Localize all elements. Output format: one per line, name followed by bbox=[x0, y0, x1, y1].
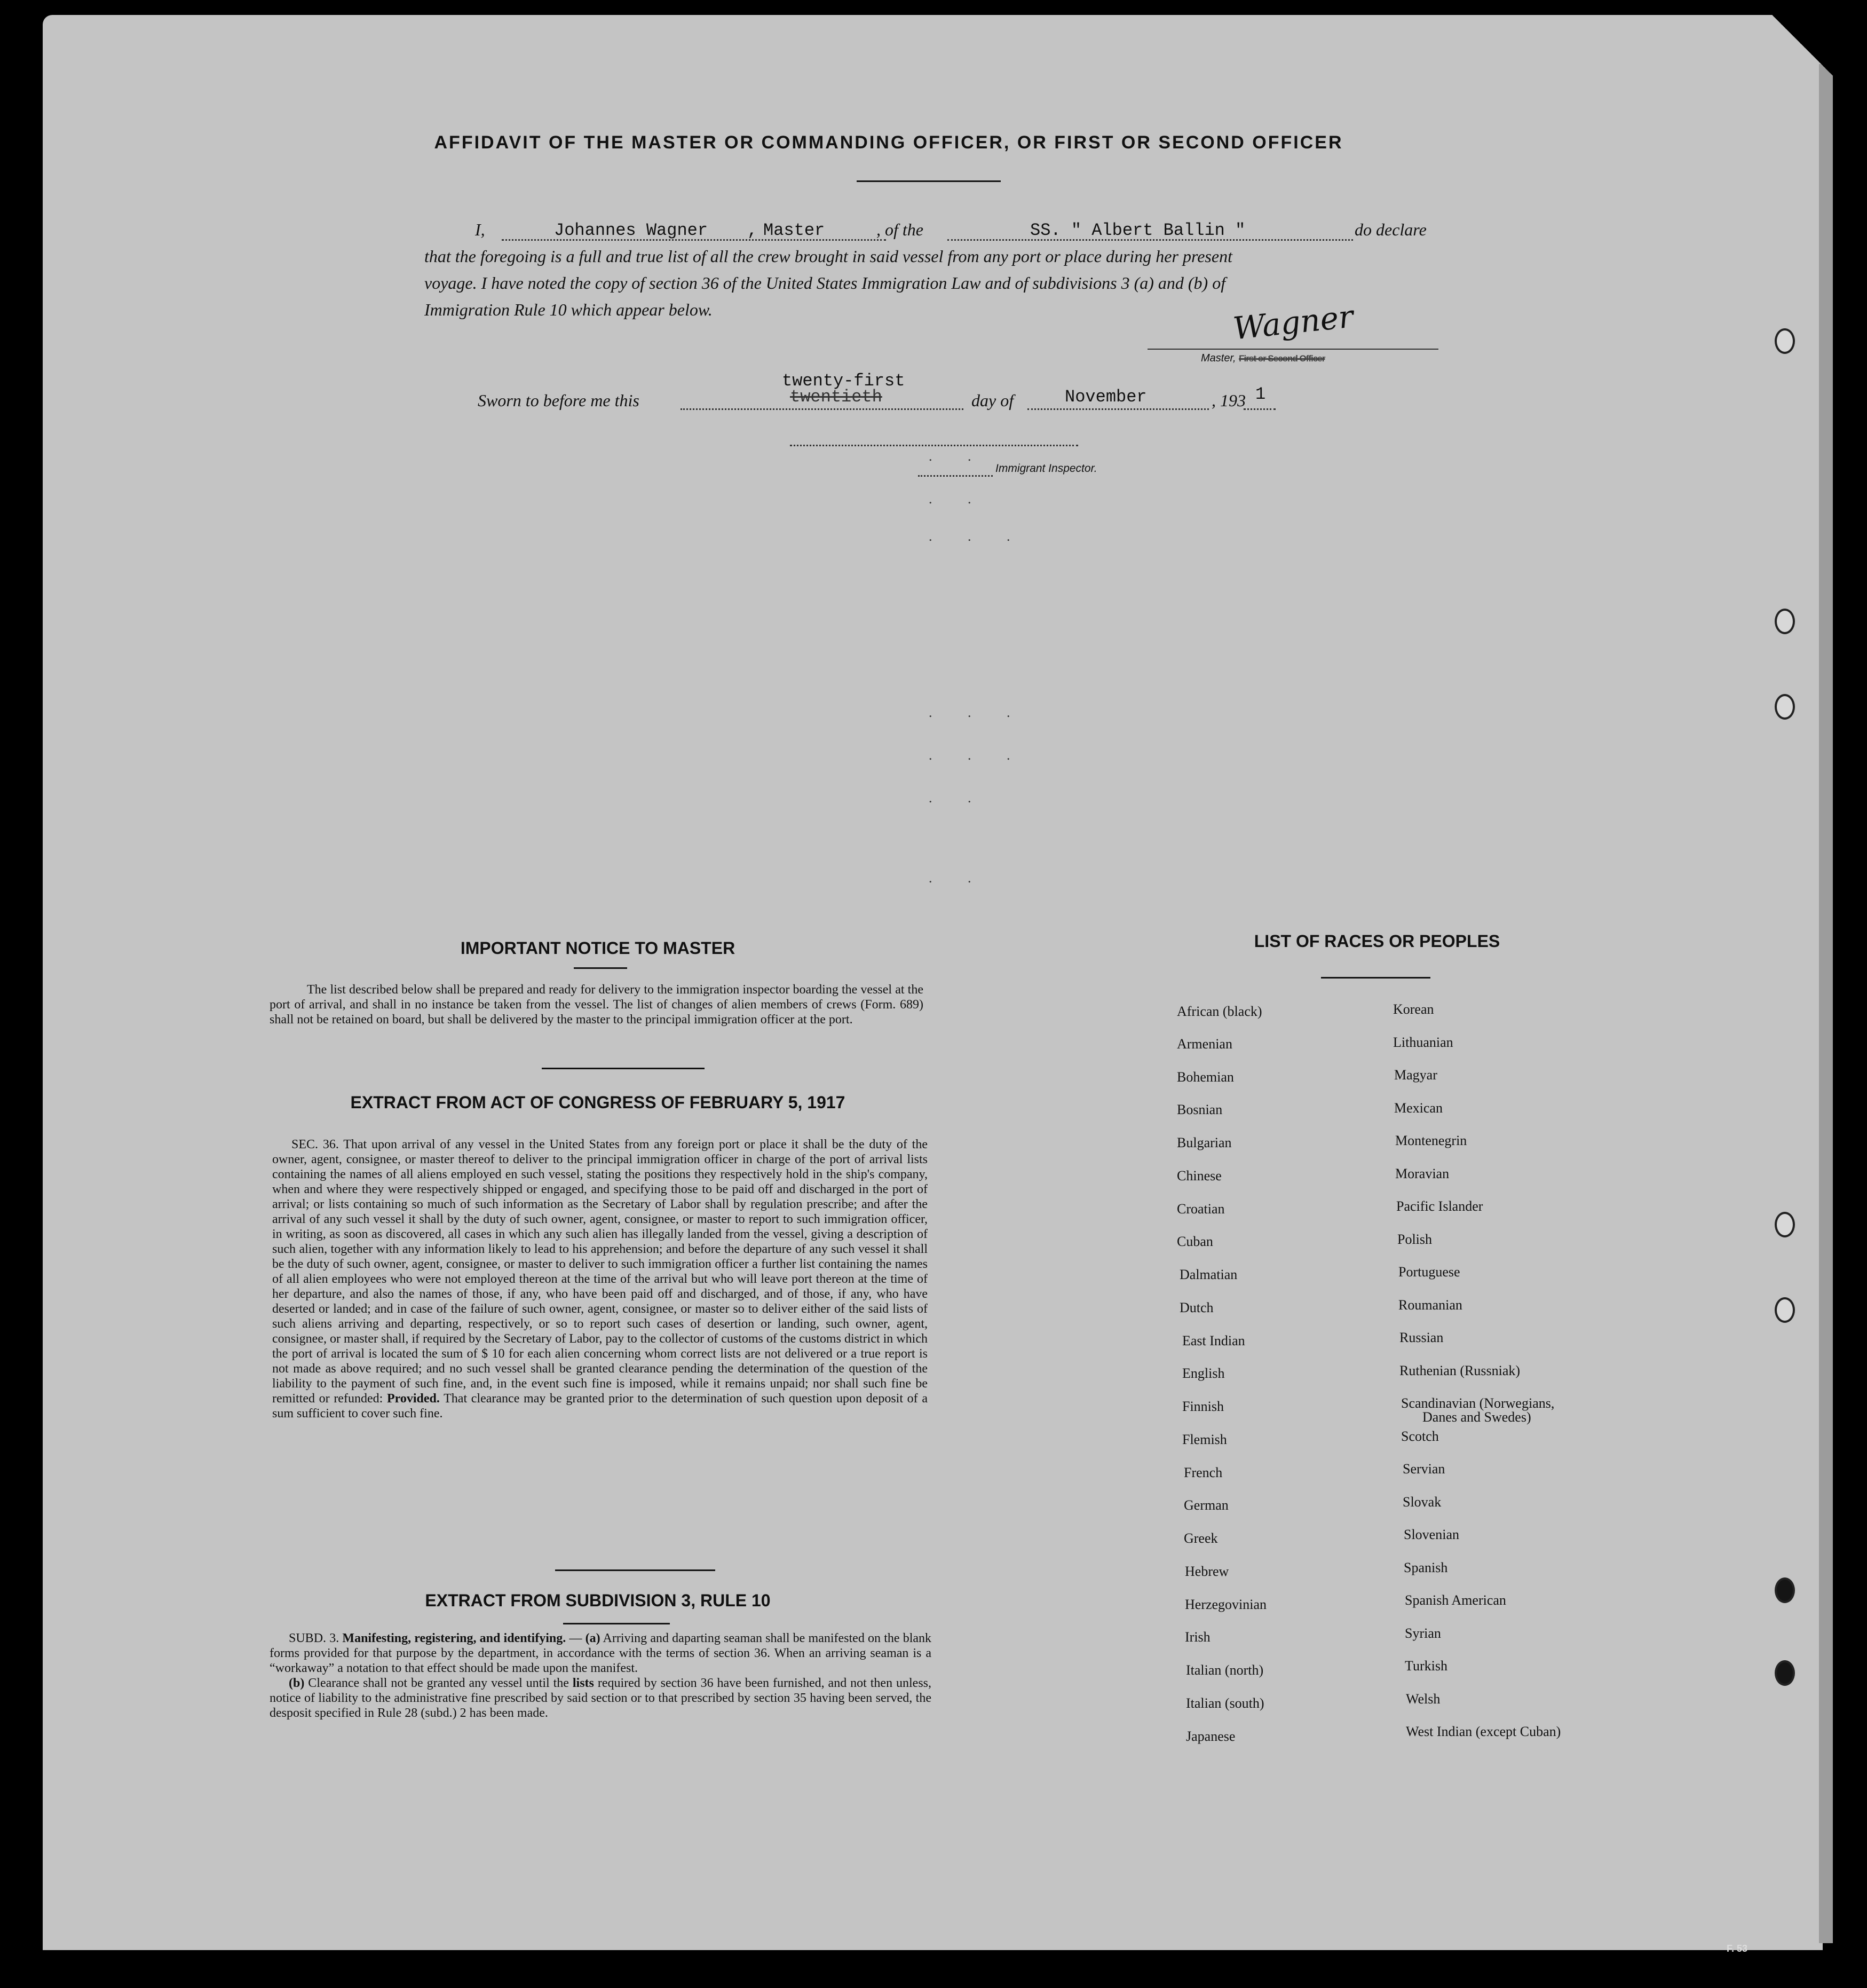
notice-rule bbox=[574, 967, 627, 969]
binder-hole-icon bbox=[1775, 328, 1795, 354]
race-item: Servian bbox=[1403, 1461, 1445, 1477]
race-item: Danes and Swedes) bbox=[1422, 1409, 1531, 1425]
race-item: Montenegrin bbox=[1395, 1133, 1467, 1148]
race-item: French bbox=[1184, 1465, 1223, 1480]
race-item: German bbox=[1184, 1497, 1229, 1513]
bleed-through-mark: . . . bbox=[929, 705, 1026, 720]
bleed-through-mark: . . bbox=[929, 491, 987, 507]
corner-fold bbox=[1772, 15, 1836, 79]
race-item: Chinese bbox=[1177, 1168, 1222, 1184]
notice-paragraph: The list described below shall be prepared and ready for delivery to the immigration inspector boarding the vessel at the port of arrival, and shall in no instance be taken from the vessel. The list of changes of alien members of crews (Form. 689) shall not be retained on board, but shall be delivered by the master to the principal immigration officer at the port. bbox=[270, 983, 923, 1027]
do-declare-label: do declare bbox=[1355, 220, 1427, 239]
race-item: Scandinavian (Norwegians, bbox=[1401, 1395, 1555, 1411]
notice-title: IMPORTANT NOTICE TO MASTER bbox=[460, 938, 735, 958]
day-of-label: day of bbox=[971, 391, 1014, 410]
i-label: I, bbox=[475, 220, 485, 239]
race-item: Italian (south) bbox=[1186, 1695, 1264, 1711]
bleed-through-mark: . . . bbox=[929, 528, 1026, 544]
race-item: Italian (north) bbox=[1186, 1662, 1264, 1678]
races-title: LIST OF RACES OR PEOPLES bbox=[1254, 932, 1500, 951]
race-item: Cuban bbox=[1177, 1234, 1213, 1249]
race-item: Lithuanian bbox=[1393, 1035, 1453, 1050]
race-item: Flemish bbox=[1182, 1432, 1227, 1447]
race-item: Mexican bbox=[1394, 1100, 1443, 1116]
name-comma: , bbox=[747, 220, 758, 240]
binder-hole-icon bbox=[1775, 609, 1795, 634]
race-item: Ruthenian (Russniak) bbox=[1399, 1363, 1521, 1378]
vessel-dotline bbox=[947, 239, 1353, 241]
bleed-through-mark: . . bbox=[929, 870, 987, 886]
race-item: Japanese bbox=[1186, 1729, 1236, 1744]
race-item: Korean bbox=[1393, 1001, 1434, 1017]
race-item: Bosnian bbox=[1177, 1102, 1223, 1117]
signature-caption bbox=[1201, 352, 1325, 365]
act-paragraph bbox=[272, 1137, 928, 1421]
rule-text bbox=[270, 1631, 931, 1721]
binder-hole-icon bbox=[1775, 694, 1795, 720]
year-suffix: 1 bbox=[1255, 384, 1266, 404]
rule-p2-b: (b) bbox=[289, 1676, 305, 1690]
rule-p1-text: Arriving and daparting seaman shall be manifested on the blank forms provided for that purpose by the department, in accordance with the terms of section 36. When an arriving seaman is a “workaway” a notation to that effect should be made upon the manifest. bbox=[270, 1631, 932, 1675]
race-item: Greek bbox=[1184, 1531, 1218, 1546]
race-item: Portuguese bbox=[1398, 1264, 1460, 1280]
rule-paragraph-a bbox=[270, 1631, 931, 1676]
declaration-line-3: voyage. I have noted the copy of section 36 of the United States Immigration Law and of subdivisions 3 (a) and (b) of bbox=[424, 273, 1226, 293]
month-dotline bbox=[1027, 408, 1209, 410]
race-item: Slovak bbox=[1403, 1494, 1442, 1510]
race-item: Spanish bbox=[1404, 1560, 1448, 1575]
race-item: Scotch bbox=[1401, 1429, 1439, 1444]
rule-title-underline bbox=[563, 1623, 670, 1624]
race-item: Moravian bbox=[1395, 1166, 1450, 1181]
race-item: Bohemian bbox=[1177, 1069, 1234, 1085]
act-text bbox=[272, 1137, 928, 1421]
inspector-signature-line bbox=[790, 445, 1078, 446]
day-dotline bbox=[681, 408, 963, 410]
race-item: Polish bbox=[1397, 1232, 1433, 1247]
rule-p2-text1: Clearance shall not be granted any vessel until the bbox=[308, 1676, 569, 1690]
race-item: Russian bbox=[1399, 1330, 1444, 1345]
race-item: Dutch bbox=[1180, 1300, 1214, 1315]
race-item: Roumanian bbox=[1398, 1297, 1462, 1313]
rule-paragraph-b bbox=[270, 1676, 931, 1721]
race-item: Magyar bbox=[1394, 1067, 1437, 1083]
year-prefix: , 193 bbox=[1212, 391, 1246, 410]
year-dotline bbox=[1244, 408, 1276, 410]
race-item: Turkish bbox=[1405, 1658, 1447, 1674]
notice-text bbox=[270, 982, 923, 1027]
act-text-b: That clearance may be granted prior to the determination of such question upon deposit of a sum sufficient to cover such fine. bbox=[272, 1392, 928, 1421]
binder-hole-icon bbox=[1775, 1212, 1795, 1237]
vessel-name: SS. " Albert Ballin " bbox=[1030, 220, 1246, 240]
master-name: Johannes Wagner bbox=[554, 220, 708, 240]
race-item: Croatian bbox=[1177, 1201, 1225, 1217]
notice-bottom-rule bbox=[542, 1068, 705, 1069]
act-text-a: SEC. 36. That upon arrival of any vessel in the United States from any foreign port or place it shall be the duty of the owner, agent, consignee, or master thereof to deliver to the principal immigration officer in charge of the port of arrival lists containing the names of all aliens employed en such vessel, stating the positions they respectively hold in the ship's company, when and where they were respectively shipped or engaged, and specifying those to be paid off and discharged in the port of arrival; or lists containing so much of such information as the Secretary of Labor shall by regulation prescribe; and after the arrival of any such vessel it shall by the duty of such owner, agent, consignee, or master to report to such immigration officer, in writing, as soon as discovered, all cases in which any such alien has illegally landed from the vessel, giving a description of such alien, together with any information likely to lead to his apprehension; and before the departure of any such vessel it shall be the duty of such owner, agent, consignee, or master to deliver to such immigration officer a further list containing the names of all alien employees who were not employed thereon at the time of the arrival but who will leave port thereon at the time of her departure, and also the names of those, if any, who have been paid off and discharged, and of those, if any, who have deserted or landed; and in case of the failure of such owner, agent, consignee, or master so to deliver either of the said lists of such aliens arriving and departing, respectively, or so to report such cases of desertion or landing, such owner, agent, consignee, or master shall, if required by the Secretary of Labor, pay to the collector of customs of the customs district in which the port of arrival is located the sum of $ 10 for each alien concerning whom correct lists are not delivered or a true report is not made as above required; and no such vessel shall be granted clearance pending the determination of the question of the liability to the payment of such fine, and, in the event such fine is imposed, while it remains unpaid; nor shall such fine be remitted or refunded: bbox=[272, 1138, 928, 1406]
bleed-through-mark: . . bbox=[929, 448, 987, 464]
declaration-line-4: Immigration Rule 10 which appear below. bbox=[424, 300, 713, 319]
race-item: East Indian bbox=[1182, 1333, 1245, 1348]
rule-p1-a: (a) bbox=[585, 1631, 600, 1645]
master-signature: Wagner bbox=[1231, 298, 1355, 347]
form-number: F. 53 bbox=[1727, 1943, 1748, 1954]
signature-caption-struck: First or Second Officer bbox=[1239, 353, 1325, 364]
race-item: Dalmatian bbox=[1180, 1267, 1238, 1282]
race-item: Slovenian bbox=[1404, 1527, 1459, 1542]
bleed-through-mark: . . bbox=[929, 790, 987, 806]
race-item: Bulgarian bbox=[1177, 1135, 1232, 1150]
act-text-provided: Provided. bbox=[386, 1392, 440, 1406]
sworn-day-struck: twentieth bbox=[790, 387, 882, 407]
race-item: English bbox=[1182, 1366, 1225, 1381]
race-item: Armenian bbox=[1177, 1036, 1232, 1052]
binder-hole-icon bbox=[1775, 1297, 1795, 1323]
race-item: Hebrew bbox=[1185, 1564, 1229, 1579]
name-dotline bbox=[502, 239, 886, 241]
rule-p2-text2: required by section 36 have been furnished, and not then unless, notice of liability to the administrative fine prescribed by said section or to that prescribed by section 35 having been served, the desposit specified in Rule 28 (subd.) 2 has been made. bbox=[270, 1676, 932, 1720]
rule-p1-bold: Manifesting, registering, and identifying. bbox=[342, 1631, 566, 1645]
binder-hole-icon bbox=[1775, 1577, 1795, 1603]
race-item: Syrian bbox=[1405, 1626, 1441, 1641]
affidavit-title: AFFIDAVIT OF THE MASTER OR COMMANDING OFFICER, OR FIRST OR SECOND OFFICER bbox=[434, 132, 1343, 153]
signature-caption-master: Master, bbox=[1201, 352, 1236, 364]
inspector-dotline bbox=[918, 475, 993, 477]
race-item: Herzegovinian bbox=[1185, 1597, 1267, 1612]
act-title: EXTRACT FROM ACT OF CONGRESS OF FEBRUARY 5, 1917 bbox=[350, 1093, 845, 1112]
sworn-month: November bbox=[1065, 387, 1147, 407]
rule-title: EXTRACT FROM SUBDIVISION 3, RULE 10 bbox=[425, 1591, 771, 1610]
master-rank: Master bbox=[763, 220, 825, 240]
rule-p1-dash: — bbox=[569, 1631, 582, 1645]
binder-hole-icon bbox=[1775, 1660, 1795, 1686]
race-item: Welsh bbox=[1406, 1691, 1441, 1707]
of-the-label: , of the bbox=[876, 220, 923, 239]
act-bottom-rule bbox=[555, 1569, 715, 1571]
rule-p2-bold: lists bbox=[572, 1676, 594, 1690]
declaration-line-2: that the foregoing is a full and true list of all the crew brought in said vessel from any port or place during her present bbox=[424, 247, 1232, 266]
sworn-label: Sworn to before me this bbox=[478, 391, 639, 410]
bleed-through-mark: . . . bbox=[929, 747, 1026, 763]
race-item: Finnish bbox=[1182, 1399, 1224, 1414]
races-rule bbox=[1321, 977, 1430, 979]
race-item: African (black) bbox=[1177, 1004, 1262, 1019]
rule-p1-lead: SUBD. 3. bbox=[289, 1631, 339, 1645]
signature-line bbox=[1148, 349, 1438, 350]
inspector-label: Immigrant Inspector. bbox=[995, 462, 1097, 475]
page-edge bbox=[1819, 64, 1833, 1943]
title-rule bbox=[857, 180, 1001, 182]
race-item: Pacific Islander bbox=[1396, 1198, 1483, 1214]
race-item: West Indian (except Cuban) bbox=[1406, 1724, 1561, 1739]
sworn-day-typed: twenty-first bbox=[782, 371, 905, 391]
race-item: Irish bbox=[1185, 1629, 1211, 1645]
race-item: Spanish American bbox=[1405, 1592, 1506, 1608]
